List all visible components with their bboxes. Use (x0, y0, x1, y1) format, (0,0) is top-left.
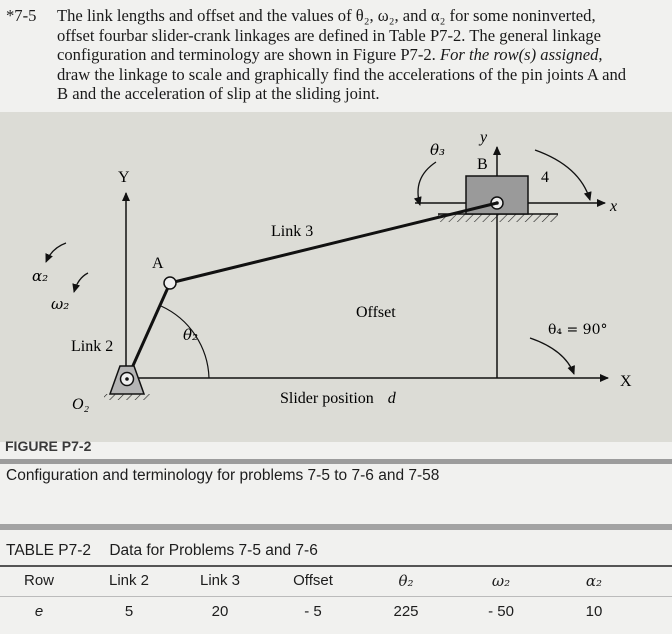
alpha2-arrow (46, 243, 66, 262)
label-alpha2: α₂ (32, 267, 49, 285)
link-3 (170, 203, 497, 283)
label-y-left: Y (118, 169, 130, 186)
col-header: α₂ (585, 572, 603, 590)
theta4-arrow (530, 338, 574, 374)
cell-alpha2: 10 (585, 603, 603, 620)
pin-a (164, 277, 176, 289)
cell-offset: - 5 (304, 603, 322, 620)
figure-rule (0, 459, 672, 464)
cell-theta2: 225 (393, 603, 419, 620)
label-theta2: θ₂ (183, 326, 199, 344)
label-link4: 4 (541, 169, 549, 186)
table-label: TABLE P7-2 (6, 542, 92, 559)
label-link2: Link 2 (71, 338, 114, 355)
cell-row: e (34, 603, 44, 620)
figure-caption: Configuration and terminology for problems 7-5 to 7-6 and 7-58 (6, 467, 440, 484)
col-header: Link 3 (199, 572, 241, 589)
label-b: B (477, 156, 488, 173)
table-title (6, 542, 318, 560)
problem-line: offset fourbar slider-crank linkages are defined in Table P7-2. The general linkage (57, 25, 602, 45)
label-offset: Offset (356, 304, 396, 321)
col-header: Row (23, 572, 54, 589)
table-caption: Data for Problems 7-5 and 7-6 (109, 542, 318, 559)
omega2-arrow (74, 273, 88, 292)
label-y-upper: y (480, 129, 488, 146)
cell-link3: 20 (211, 603, 229, 620)
problem-line: The link lengths and offset and the values of θ₂, ω₂, and α₂ for some noninverted, (57, 6, 596, 25)
problem-line: draw the linkage to scale and graphically find the accelerations of the pin joints A and (57, 64, 627, 84)
theta3-arrow (418, 162, 436, 205)
label-theta4: θ₄ = 90° (548, 322, 608, 338)
label-o2: O₂ (72, 396, 90, 413)
label-link3: Link 3 (271, 223, 314, 240)
problem-line-part: configuration and terminology are shown in Figure P7-2. (57, 45, 436, 65)
cell-omega2: - 50 (488, 603, 514, 620)
label-omega2: ω₂ (51, 295, 70, 313)
table-row (0, 603, 672, 625)
table-top-rule (0, 524, 672, 530)
col-header: Offset (293, 572, 333, 589)
label-slider-position (280, 390, 397, 407)
label-theta3: θ₃ (430, 141, 446, 159)
link-2 (127, 283, 170, 379)
label-slider-position-text: Slider position (280, 390, 374, 407)
cell-link2: 5 (124, 603, 134, 620)
figure-label: FIGURE P7-2 (5, 438, 92, 454)
label-x-main: X (620, 373, 632, 390)
table-header-row (0, 572, 672, 594)
label-a: A (152, 255, 164, 272)
col-header: Link 2 (108, 572, 150, 589)
problem-line: B and the acceleration of slip at the sliding joint. (57, 84, 380, 104)
col-header: θ₂ (398, 572, 414, 590)
label-x-lower: x (610, 198, 618, 215)
problem-number: *7-5 (6, 6, 37, 25)
col-header: ω₂ (491, 572, 511, 590)
table-row-rule (0, 596, 672, 597)
problem-line-emphasis: For the row(s) assigned, (439, 45, 603, 65)
label-slider-d: d (387, 390, 396, 407)
slider-ground (438, 214, 558, 222)
table-header-rule (0, 565, 672, 567)
